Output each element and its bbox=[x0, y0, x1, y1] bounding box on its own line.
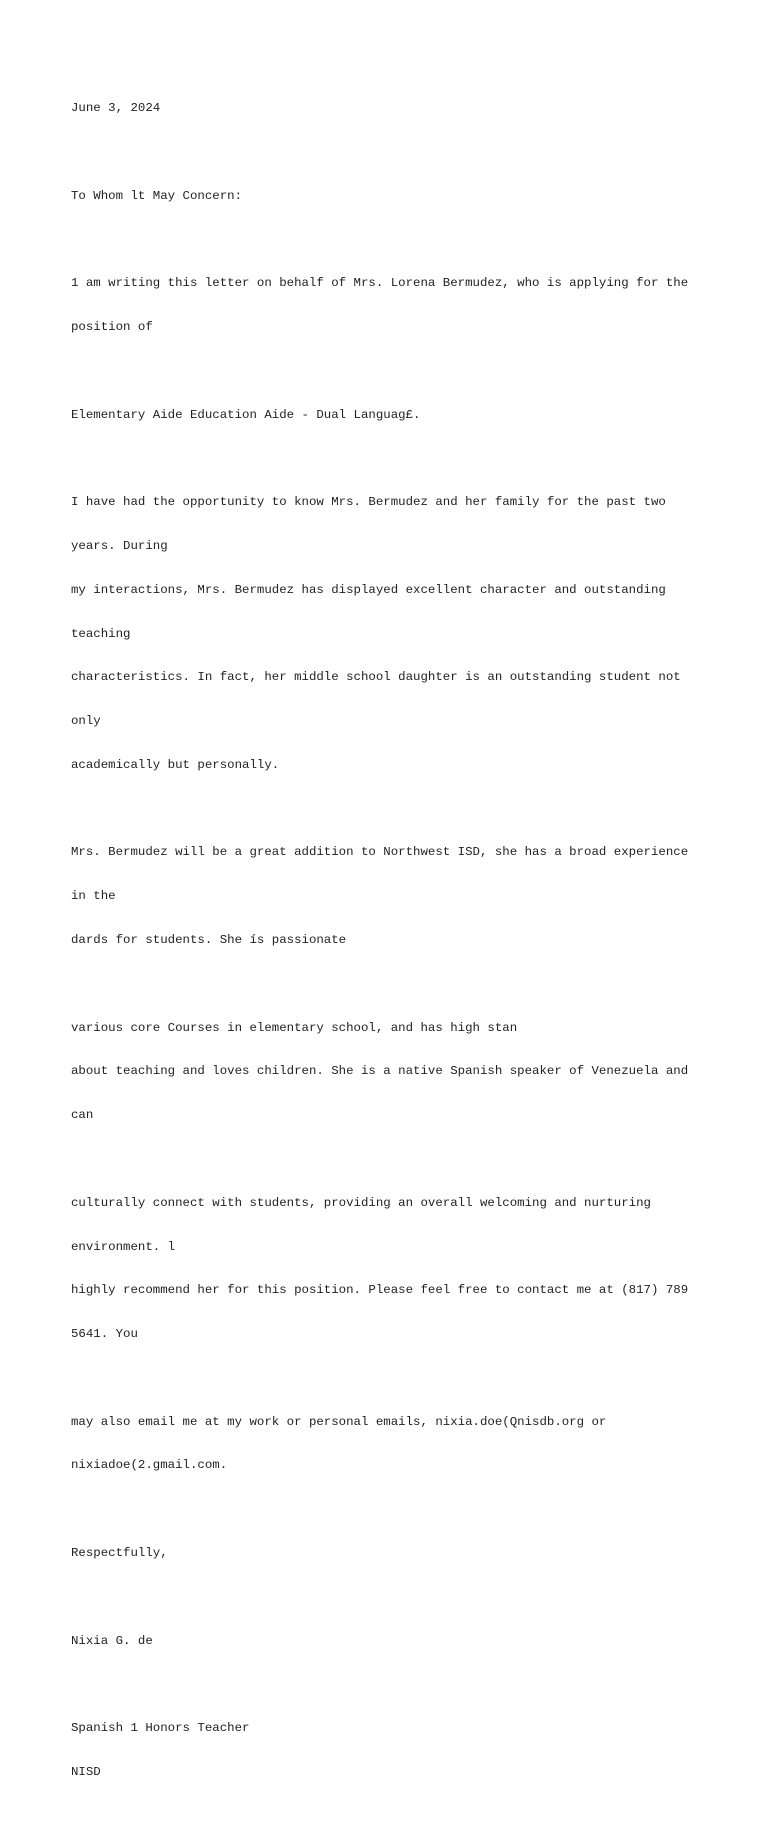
text-line: 5641. You bbox=[71, 1327, 138, 1342]
paragraph-experience bbox=[71, 816, 711, 977]
text-line: I have had the opportunity to know Mrs. Bermudez and her family for the past two bbox=[71, 495, 666, 510]
text-line: highly recommend her for this position. Please feel free to contact me at (817) 789 bbox=[71, 1283, 689, 1298]
paragraph-acquaintance bbox=[71, 466, 711, 802]
closing-text: Respectfully, bbox=[71, 1545, 168, 1560]
text-line: 1 am writing this letter on behalf of Mrs. Lorena Bermudez, who is applying for the bbox=[71, 276, 689, 291]
text-line: various core Courses in elementary school, and has high stan bbox=[71, 1020, 518, 1035]
paragraph-courses bbox=[71, 991, 711, 1152]
signer-details bbox=[71, 1692, 711, 1809]
text-line: dards for students. She ís passionate bbox=[71, 933, 347, 948]
signer-name: Nixia G. de bbox=[71, 1633, 153, 1648]
text-line: environment. l bbox=[71, 1239, 176, 1254]
paragraph-intro bbox=[71, 247, 711, 364]
text-line: characteristics. In fact, her middle school daughter is an outstanding student not bbox=[71, 670, 681, 685]
text-line: can bbox=[71, 1108, 94, 1123]
text-line: years. During bbox=[71, 539, 168, 553]
text-line: may also email me at my work or personal emails, nixia.doe(Qnisdb.org or bbox=[71, 1414, 607, 1429]
text-line: only bbox=[71, 714, 101, 729]
paragraph-position bbox=[71, 378, 711, 451]
letter-salutation bbox=[71, 160, 711, 233]
text-line: teaching bbox=[71, 626, 131, 641]
signer-org: NISD bbox=[71, 1764, 101, 1779]
text-line: position of bbox=[71, 320, 153, 335]
text-line: academically but personally. bbox=[71, 757, 280, 772]
signer-title: Spanish 1 Honors Teacher bbox=[71, 1721, 250, 1736]
signer-name-block bbox=[71, 1604, 711, 1677]
letter-date bbox=[71, 72, 711, 145]
text-line: in the bbox=[71, 889, 116, 904]
salutation-text: To Whom lt May Concern: bbox=[71, 188, 243, 203]
paragraph-recommendation bbox=[71, 1167, 711, 1371]
paragraph-contact bbox=[71, 1385, 711, 1502]
letter-page bbox=[71, 72, 711, 1823]
text-line: my interactions, Mrs. Bermudez has displayed excellent character and outstanding bbox=[71, 582, 666, 597]
text-line: Mrs. Bermudez will be a great addition to Northwest ISD, she has a broad experience bbox=[71, 845, 689, 860]
date-text: June 3, 2024 bbox=[71, 101, 161, 116]
text-line: culturally connect with students, providing an overall welcoming and nurturing bbox=[71, 1195, 651, 1210]
text-line: about teaching and loves children. She is a native Spanish speaker of Venezuela and bbox=[71, 1064, 689, 1079]
text-line: nixiadoe(2.gmail.com. bbox=[71, 1458, 228, 1473]
letter-closing bbox=[71, 1517, 711, 1590]
position-text: Elementary Aide Education Aide - Dual Languag£. bbox=[71, 407, 421, 422]
